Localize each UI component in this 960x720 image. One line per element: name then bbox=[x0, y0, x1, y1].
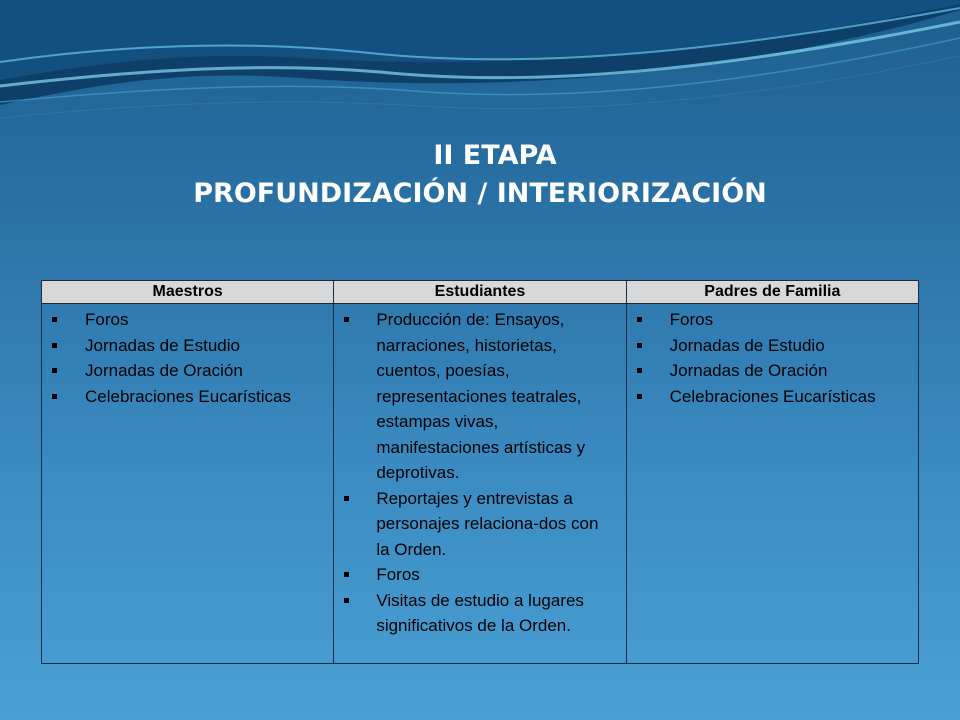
square-bullet-icon bbox=[637, 317, 642, 322]
table-header-row bbox=[42, 281, 919, 304]
list-item-text: Jornadas de Oración bbox=[85, 361, 243, 380]
list-item bbox=[42, 307, 327, 333]
list-item-text: Producción de: Ensayos, narraciones, historietas, cuentos, poesías, representaciones teatrales, estampas vivas, manifestaciones artísticas y deprotivas. bbox=[376, 310, 586, 482]
square-bullet-icon bbox=[344, 598, 349, 603]
list-item-text: Visitas de estudio a lugares significativos de la Orden. bbox=[376, 590, 584, 635]
list-item bbox=[42, 358, 327, 384]
square-bullet-icon bbox=[344, 572, 349, 577]
square-bullet-icon bbox=[637, 394, 642, 399]
square-bullet-icon bbox=[52, 317, 57, 322]
title-line-1: II ETAPA bbox=[433, 140, 557, 171]
list-item-text: Foros bbox=[669, 310, 714, 329]
list-item bbox=[42, 384, 327, 410]
list-item bbox=[627, 307, 912, 333]
table-row bbox=[42, 304, 919, 664]
square-bullet-icon bbox=[52, 343, 57, 348]
maestros-cell bbox=[42, 304, 334, 664]
list-item-text: Jornadas de Estudio bbox=[669, 335, 825, 355]
list-item-text: Jornadas de Oración bbox=[669, 361, 828, 380]
padres-cell bbox=[626, 304, 918, 664]
square-bullet-icon bbox=[637, 343, 642, 348]
list-item-text: Foros bbox=[85, 310, 129, 329]
list-item bbox=[334, 562, 619, 588]
square-bullet-icon bbox=[52, 368, 57, 373]
list-item bbox=[334, 486, 619, 563]
list-item-text: Foros bbox=[376, 565, 420, 584]
header-padres: Padres de Familia bbox=[626, 281, 918, 304]
list-item-text: Celebraciones Eucarísticas bbox=[669, 386, 876, 406]
estudiantes-cell bbox=[334, 304, 626, 664]
list-item-text: Celebraciones Eucarísticas bbox=[85, 386, 291, 406]
list-item bbox=[334, 307, 619, 486]
list-item bbox=[627, 384, 912, 410]
list-item bbox=[334, 588, 619, 639]
square-bullet-icon bbox=[637, 368, 642, 373]
activities-table bbox=[41, 280, 919, 664]
wave-decoration bbox=[0, 0, 960, 140]
title-line-2: PROFUNDIZACIÓN / INTERIORIZACIÓN bbox=[193, 178, 767, 209]
square-bullet-icon bbox=[52, 394, 57, 399]
square-bullet-icon bbox=[344, 496, 349, 501]
header-maestros: Maestros bbox=[42, 281, 334, 304]
square-bullet-icon bbox=[344, 317, 349, 322]
list-item-text: Reportajes y entrevistas a personajes relaciona-dos con la Orden. bbox=[376, 488, 599, 559]
list-item bbox=[42, 333, 327, 359]
maestros-list bbox=[42, 307, 333, 409]
list-item bbox=[627, 333, 912, 359]
list-item-text: Jornadas de Estudio bbox=[85, 335, 240, 355]
list-item bbox=[627, 358, 912, 384]
slide-title bbox=[0, 138, 960, 214]
estudiantes-list bbox=[334, 307, 625, 639]
header-estudiantes: Estudiantes bbox=[334, 281, 626, 304]
padres-list bbox=[627, 307, 918, 409]
